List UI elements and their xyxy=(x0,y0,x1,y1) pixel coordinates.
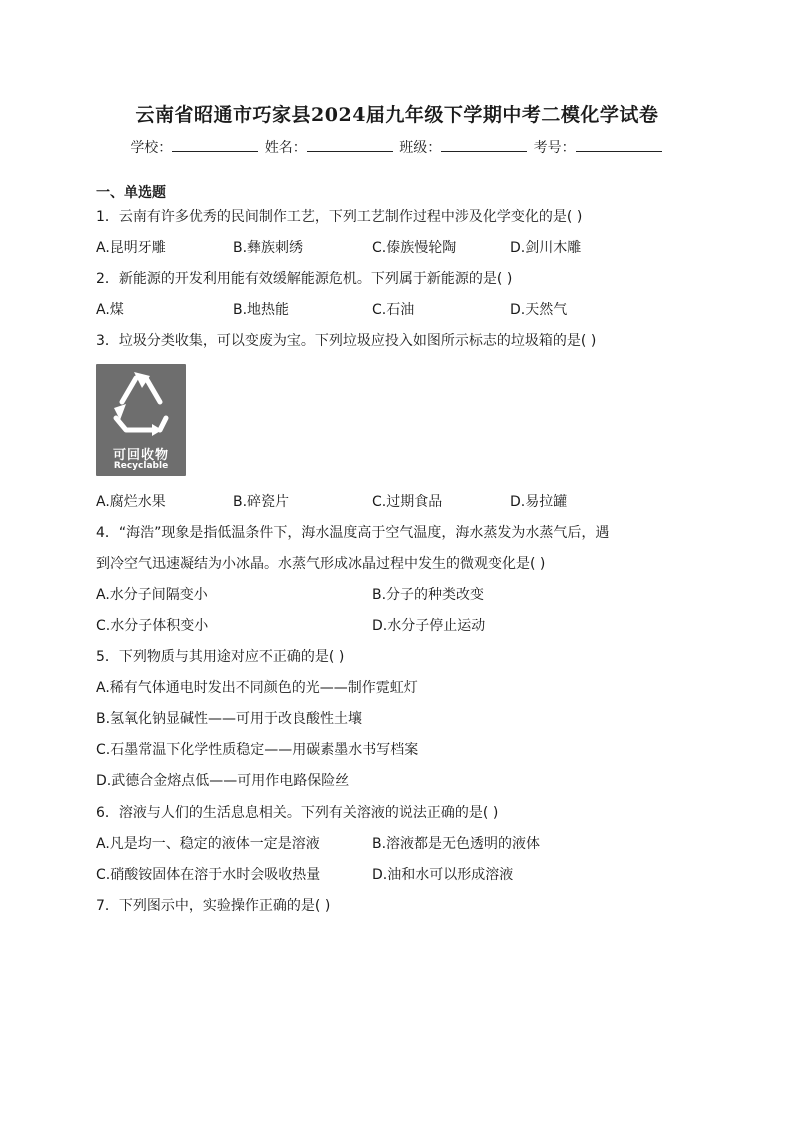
question-5-option-c: C.石墨常温下化学性质稳定——用碳素墨水书写档案 xyxy=(96,742,419,758)
question-4-option-d: D.水分子停止运动 xyxy=(372,618,486,634)
question-1-option-c: C.傣族慢轮陶 xyxy=(372,240,457,256)
class-label: 班级： xyxy=(399,140,442,156)
recycle-arrows-icon xyxy=(96,364,186,444)
question-3-stem: 3．垃圾分类收集，可以变废为宝。下列垃圾应投入如图所示标志的垃圾箱的是( ) xyxy=(96,333,597,349)
question-6-option-a: A.凡是均一、稳定的液体一定是溶液 xyxy=(96,836,320,852)
question-6-option-b: B.溶液都是无色透明的液体 xyxy=(372,836,541,852)
question-2-option-b: B.地热能 xyxy=(233,302,290,318)
name-label: 姓名： xyxy=(264,140,307,156)
question-3-option-b: B.碎瓷片 xyxy=(233,494,290,510)
question-5-stem: 5．下列物质与其用途对应不正确的是( ) xyxy=(96,649,345,665)
question-2-stem: 2．新能源的开发利用能有效缓解能源危机。下列属于新能源的是( ) xyxy=(96,271,513,287)
recyclable-sign xyxy=(96,364,186,476)
student-info-fields xyxy=(0,137,794,157)
question-6-option-c: C.硝酸铵固体在溶于水时会吸收热量 xyxy=(96,867,321,883)
class-blank[interactable] xyxy=(441,139,527,152)
question-4-option-c: C.水分子体积变小 xyxy=(96,618,209,634)
name-blank[interactable] xyxy=(307,139,393,152)
question-3-option-d: D.易拉罐 xyxy=(510,494,568,510)
question-2-option-c: C.石油 xyxy=(372,302,415,318)
exam-title: 云南省昭通市巧家县2024届九年级下学期中考二模化学试卷 xyxy=(135,104,659,126)
school-label: 学校： xyxy=(130,140,173,156)
recycle-label-zh: 可回收物 xyxy=(112,448,169,463)
exam-no-label: 考号： xyxy=(533,140,576,156)
question-5-option-a: A.稀有气体通电时发出不同颜色的光——制作霓虹灯 xyxy=(96,680,418,696)
question-1-option-d: D.剑川木雕 xyxy=(510,240,582,256)
question-2-option-a: A.煤 xyxy=(96,302,124,318)
exam-no-blank[interactable] xyxy=(576,139,662,152)
question-3-option-c: C.过期食品 xyxy=(372,494,443,510)
school-blank[interactable] xyxy=(172,139,258,152)
question-1-option-a: A.昆明牙雕 xyxy=(96,240,166,256)
question-6-option-d: D.油和水可以形成溶液 xyxy=(372,867,514,883)
question-4-option-a: A.水分子间隔变小 xyxy=(96,587,208,603)
section-heading: 一、单选题 xyxy=(96,185,166,201)
question-7-stem: 7．下列图示中，实验操作正确的是( ) xyxy=(96,898,331,914)
question-5-option-d: D.武德合金熔点低——可用作电路保险丝 xyxy=(96,773,350,789)
question-5-option-b: B.氢氧化钠显碱性——可用于改良酸性土壤 xyxy=(96,711,363,727)
question-6-stem: 6．溶液与人们的生活息息相关。下列有关溶液的说法正确的是( ) xyxy=(96,805,499,821)
question-4-stem-line-1: 4．“海浩”现象是指低温条件下，海水温度高于空气温度，海水蒸发为水蒸气后，遇 xyxy=(96,525,610,541)
question-4-stem-line-2: 到冷空气迅速凝结为小冰晶。水蒸气形成冰晶过程中发生的微观变化是( ) xyxy=(96,556,546,572)
question-1-option-b: B.彝族刺绣 xyxy=(233,240,304,256)
question-4-option-b: B.分子的种类改变 xyxy=(372,587,485,603)
question-3-option-a: A.腐烂水果 xyxy=(96,494,166,510)
question-2-option-d: D.天然气 xyxy=(510,302,568,318)
recycle-label-en: Recyclable xyxy=(113,461,169,471)
question-1-stem: 1．云南有许多优秀的民间制作工艺，下列工艺制作过程中涉及化学变化的是( ) xyxy=(96,209,583,225)
